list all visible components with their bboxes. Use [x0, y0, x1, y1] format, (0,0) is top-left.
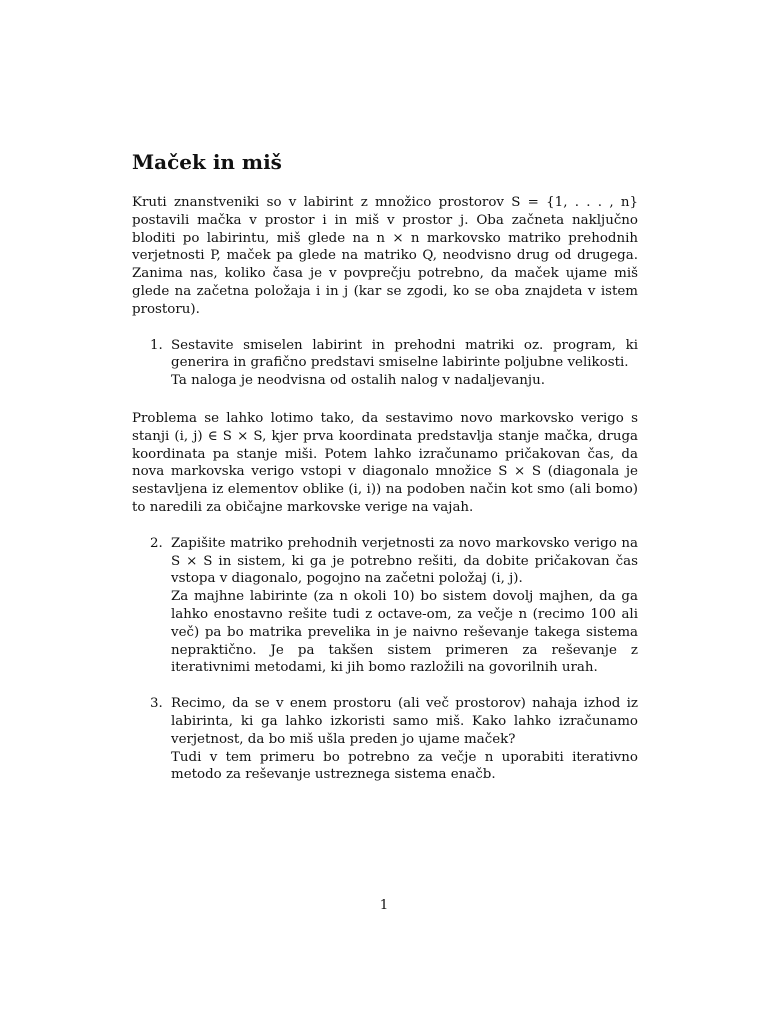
task-number: 1. [150, 337, 163, 353]
task-text: Sestavite smiselen labirint in prehodni matriki oz. program, ki generira in grafično predstavi smiselne labirinte poljubne velikosti. [171, 337, 638, 371]
task-item-3 [132, 695, 638, 784]
page-number: 1 [379, 898, 389, 913]
task-number: 2. [150, 535, 163, 551]
task-text: Recimo, da se v enem prostoru (ali več prostorov) nahaja izhod iz labirinta, ki ga lahko izkoristi samo miš. Kako lahko izračunamo verjetnost, da bo miš ušla preden jo ujame maček? [171, 696, 638, 747]
task-number: 3. [150, 696, 163, 712]
intro-paragraph: Kruti znanstveniki so v labirint z množico prostorov S = {1, . . . , n} postavili mačka v prostor i in miš v prostor j. Oba začneta naključno bloditi po labirintu, miš glede na n × n markovsko matriko prehodnih verjetnosti P, maček pa glede na matriko Q, neodvisno drug od drugega. Zanima nas, koliko časa je v povprečju potrebno, da maček ujame miš glede na začetna položaja i in j (kar se zgodi, ko se oba znajdeta v istem prostoru). [132, 195, 638, 317]
task-list-2 [132, 535, 638, 784]
task-item-2 [132, 535, 638, 677]
task-note: Za majhne labirinte (za n okoli 10) bo sistem dovolj majhen, da ga lahko enostavno rešite tudi z octave-om, za večje n (recimo 100 ali več) pa bo matrika prevelika in je naivno reševanje takega sistema nepraktično. Je pa takšen sistem primeren za reševanje z iterativnimi metodami, ki jih bomo razložili na govorilnih urah. [171, 589, 638, 676]
task-note: Ta naloga je neodvisna od ostalih nalog v nadaljevanju. [171, 373, 545, 389]
task-note: Tudi v tem primeru bo potrebno za večje n uporabiti iterativno metodo za reševanje ustreznega sistema enačb. [171, 749, 638, 783]
task-list-1 [132, 337, 638, 390]
document-page [132, 150, 638, 804]
task-item-1 [132, 337, 638, 390]
section-title: Maček in miš [132, 150, 282, 174]
task-text: Zapišite matriko prehodnih verjetnosti za novo markovsko verigo na S × S in sistem, ki ga je potrebno rešiti, da dobite pričakovan čas vstopa v diagonalo, pogojno na začetni položaj (i, j). [171, 535, 638, 587]
method-paragraph: Problema se lahko lotimo tako, da sestavimo novo markovsko verigo s stanji (i, j) ∈ S × S, kjer prva koordinata predstavlja stanje mačka, druga koordinata pa stanje miši. Potem lahko izračunamo pričakovan čas, da nova markovska verigo vstopi v diagonalo množice S × S (diagonala je sestavljena iz elementov oblike (i, i)) na podoben način kot smo (ali bomo) to naredili za običajne markovske verige na vajah. [132, 410, 638, 515]
